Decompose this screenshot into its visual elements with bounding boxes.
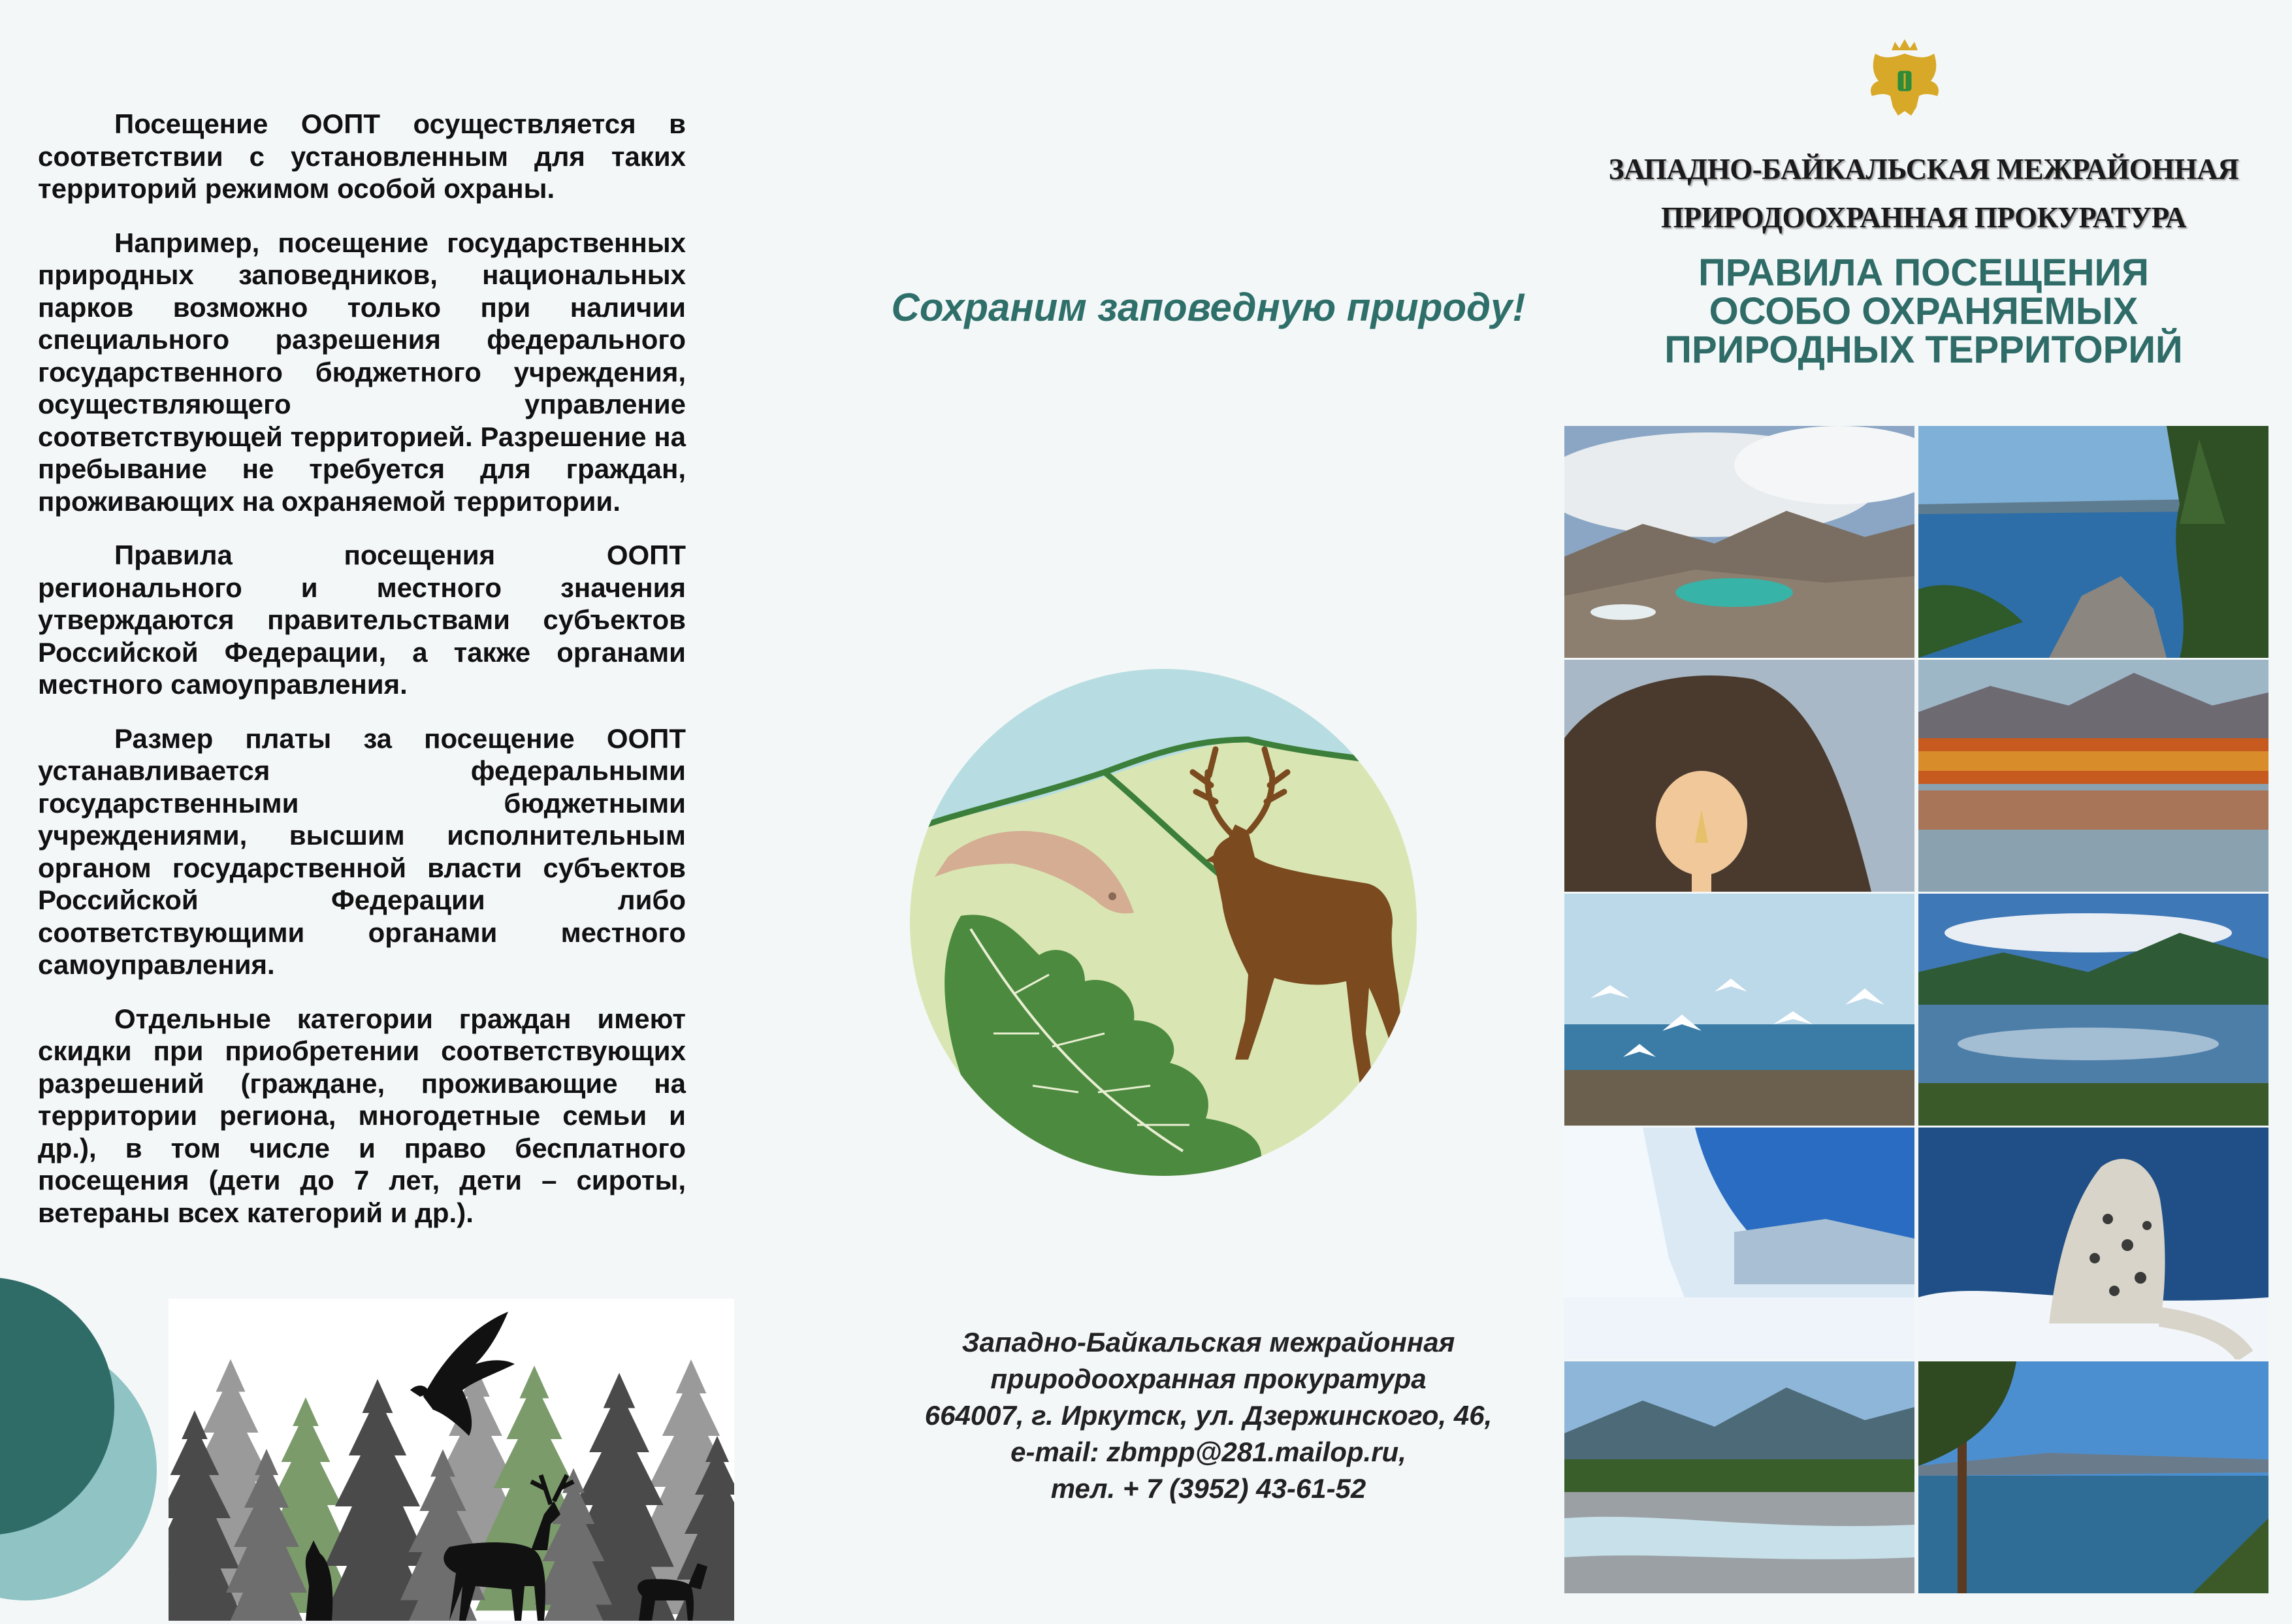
paragraph-1: Посещение ООПТ осуществляется в соответствии с установленным для таких территорий режимом особой охраны. (38, 108, 686, 204)
contact-org-line2: природоохранная прокуратура (990, 1363, 1427, 1394)
photo-autumn-lake (1918, 660, 2268, 892)
title-line3: ПРИРОДНЫХ ТЕРРИТОРИЙ (1664, 329, 2183, 371)
org-name-line1: ЗАПАДНО-БАЙКАЛЬСКАЯ МЕЖРАЙОННАЯ (1608, 153, 2239, 186)
photo-seagulls (1564, 894, 1914, 1126)
slogan: Сохраним заповедную природу! (891, 285, 1526, 329)
photo-mountain-lake (1564, 426, 1914, 658)
contact-address: 664007, г. Иркутск, ул. Дзержинского, 46, (924, 1400, 1493, 1431)
photo-mirror-lake (1918, 894, 2268, 1126)
paragraph-5: Отдельные категории граждан имеют скидки при приобретении соответствующих разрешений (граждане, проживающие на территории региона, многодетные семьи и др.), в том числе и право бесплатного посещения (дети до 7 лет, дети – сироты, ветераны всех категорий и др.). (38, 1003, 686, 1228)
photo-baikal-cliff (1918, 426, 2268, 658)
double-eagle-icon (1859, 34, 1950, 125)
prosecutor-emblem-icon (1859, 34, 1950, 125)
contact-block (849, 1324, 1568, 1507)
contact-email: e-mail: zbmpp@281.mailop.ru, (1010, 1437, 1406, 1467)
contact-org-line1: Западно-Байкальская межрайонная (961, 1327, 1455, 1357)
organization-name (1568, 145, 2280, 242)
photo-rock-arch (1564, 660, 1914, 892)
photo-mountain-river (1564, 1361, 1914, 1593)
contact-phone: тел. + 7 (3952) 43-61-52 (1050, 1473, 1366, 1504)
paragraph-4: Размер платы за посещение ООПТ устанавливается федеральными государственными бюджетными учреждениями, высшим исполнительным органом государственной власти субъектов Российской Федерации либо соответствующими органами местного самоуправления. (38, 723, 686, 980)
photo-ice-cliffs (1564, 1128, 1914, 1359)
document-title (1574, 253, 2273, 369)
title-line1: ПРАВИЛА ПОСЕЩЕНИЯ (1698, 252, 2149, 294)
nature-emblem-graphic (909, 668, 1418, 1177)
photo-snow-leopard (1918, 1128, 2268, 1359)
title-line2: ОСОБО ОХРАНЯЕМЫХ (1709, 290, 2139, 333)
org-name-line2: ПРИРОДООХРАННАЯ ПРОКУРАТУРА (1661, 201, 2186, 234)
rules-text (38, 108, 686, 1250)
forest-graphic (169, 1299, 734, 1621)
photo-baikal-pine (1918, 1361, 2268, 1593)
paragraph-2: Например, посещение государственных природных заповедников, национальных парков возможно только при наличии специального разрешения федерального государственного бюджетного учреждения, осуществляющего управление соответствующей территорией. Разрешение на пребывание не требуется для граждан, проживающих на охраняемой территории. (38, 227, 686, 517)
nature-emblem (909, 668, 1418, 1177)
paragraph-3: Правила посещения ООПТ регионального и местного значения утверждаются правительствами субъектов Российской Федерации, а также органами местного самоуправления. (38, 540, 686, 700)
forest-silhouette-illustration (169, 1299, 734, 1621)
